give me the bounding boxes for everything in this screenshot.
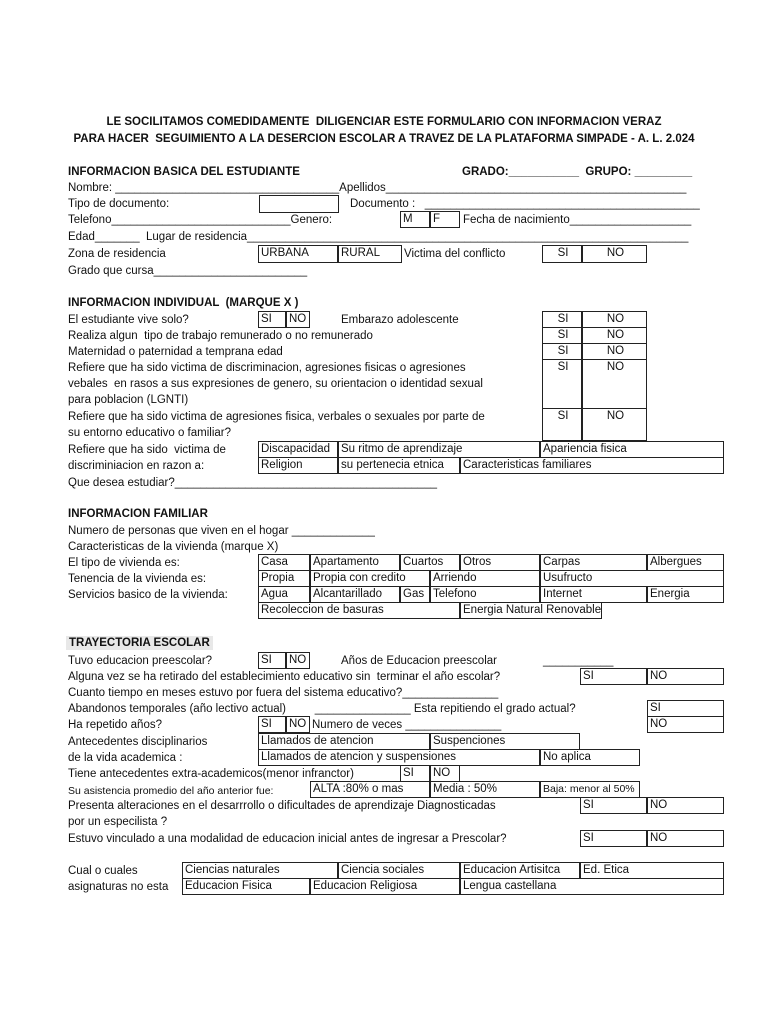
tipo-documento-input[interactable] — [259, 195, 339, 213]
alteraciones-si-option[interactable]: SI — [580, 797, 647, 814]
repetido-label: Ha repetido años? — [68, 719, 162, 731]
asignatura-artistica-option[interactable]: Educacion Artisitca — [460, 862, 580, 879]
edad-residencia-field[interactable]: Edad_______ Lugar de residencia_____________________________________________________________________ — [68, 231, 689, 243]
tenencia-usufructo-option[interactable]: Usufructo — [540, 570, 724, 587]
antecedentes-label-1: Antecedentes disciplinarios — [68, 736, 208, 748]
asistencia-label: Su asistencia promedio del año anterior fue: — [68, 785, 274, 797]
extra-no-option[interactable]: NO — [430, 765, 460, 782]
agresion-no-option[interactable]: NO — [582, 408, 647, 441]
asignatura-fisica-option[interactable]: Educacion Fisica — [182, 878, 310, 895]
vive-solo-si-option[interactable]: SI — [258, 311, 286, 328]
servicio-internet-option[interactable]: Internet — [540, 586, 647, 603]
zona-urbana-option[interactable]: URBANA — [258, 245, 338, 263]
asistencia-alta-option[interactable]: ALTA :80% o mas — [310, 781, 430, 798]
anios-preescolar-input[interactable]: ___________ — [543, 655, 614, 667]
zona-rural-option[interactable]: RURAL — [338, 245, 402, 263]
preescolar-no-option[interactable]: NO — [286, 652, 310, 669]
tenencia-credito-option[interactable]: Propia con credito — [310, 570, 430, 587]
llamados-atencion-option[interactable]: Llamados de atencion — [258, 733, 430, 750]
extra-academicos-label: Tiene antecedentes extra-academicos(menor infranctor) — [68, 768, 354, 780]
caracteristicas-vivienda-label: Caracteristicas de la vivienda (marque X) — [68, 541, 279, 553]
modalidad-no-option[interactable]: NO — [647, 830, 724, 847]
documento-field[interactable]: Documento : ___________________________________________ — [350, 198, 700, 210]
asistencia-baja-option[interactable]: Baja: menor al 50% — [540, 781, 640, 798]
alteraciones-label-2: por un especilista ? — [68, 816, 168, 828]
trabajo-label: Realiza algun tipo de trabajo remunerado o no remunerado — [68, 330, 373, 342]
section-title-familiar: INFORMACION FAMILIAR — [68, 508, 208, 520]
fecha-nacimiento-field[interactable]: Fecha de nacimiento___________________ — [463, 214, 692, 226]
repitiendo-no-option[interactable]: NO — [647, 716, 724, 733]
servicios-label: Servicios basico de la vivienda: — [68, 589, 228, 601]
discriminacion-si-option[interactable]: SI — [542, 359, 582, 409]
genero-f-option[interactable]: F — [430, 211, 460, 228]
servicio-agua-option[interactable]: Agua — [258, 586, 310, 603]
victima-no-option[interactable]: NO — [582, 245, 647, 263]
maternidad-no-option[interactable]: NO — [582, 343, 647, 360]
trabajo-no-option[interactable]: NO — [582, 327, 647, 344]
discriminacion-label-1: Refiere que ha sido victima de discriminacion, agresiones fisicas o agresiones — [68, 362, 466, 374]
vivienda-otros-option[interactable]: Otros — [460, 554, 540, 571]
servicio-alcantarillado-option[interactable]: Alcantarillado — [310, 586, 400, 603]
zona-residencia-label: Zona de residencia — [68, 248, 166, 260]
vivienda-cuartos-option[interactable]: Cuartos — [400, 554, 460, 571]
servicio-gas-option[interactable]: Gas — [400, 586, 430, 603]
repetido-no-option[interactable]: NO — [286, 716, 310, 733]
retirado-label: Alguna vez se ha retirado del establecimiento educativo sin terminar el año escolar? — [68, 671, 501, 683]
servicio-renovable-option[interactable]: Energia Natural Renovable — [460, 602, 602, 619]
vivienda-albergues-option[interactable]: Albergues — [647, 554, 724, 571]
section-title-individual: INFORMACION INDIVIDUAL (MARQUE X ) — [68, 297, 299, 309]
asignatura-sociales-option[interactable]: Ciencia sociales — [338, 862, 460, 879]
razon-ritmo-option[interactable]: Su ritmo de aprendizaje — [338, 441, 540, 458]
suspenciones-option[interactable]: Suspenciones — [430, 733, 580, 750]
retirado-no-option[interactable]: NO — [647, 668, 724, 685]
asignaturas-label-2: asignaturas no esta — [68, 881, 169, 893]
genero-m-option[interactable]: M — [400, 211, 430, 228]
vivienda-carpas-option[interactable]: Carpas — [540, 554, 647, 571]
victima-si-option[interactable]: SI — [542, 245, 582, 263]
razon-religion-option[interactable]: Religion — [258, 457, 338, 474]
maternidad-si-option[interactable]: SI — [542, 343, 582, 360]
vivienda-casa-option[interactable]: Casa — [258, 554, 310, 571]
llamados-suspensiones-option[interactable]: Llamados de atencion y suspensiones — [258, 749, 540, 766]
servicio-energia-option[interactable]: Energia — [647, 586, 724, 603]
retirado-si-option[interactable]: SI — [580, 668, 647, 685]
asignatura-naturales-option[interactable]: Ciencias naturales — [182, 862, 338, 879]
que-desea-estudiar-field[interactable]: Que desea estudiar?_________________________________________ — [68, 477, 437, 489]
repitiendo-si-option[interactable]: SI — [647, 700, 724, 717]
discriminacion-no-option[interactable]: NO — [582, 359, 647, 409]
razon-discapacidad-option[interactable]: Discapacidad — [258, 441, 338, 458]
grado-grupo-field[interactable]: GRADO:___________ GRUPO: _________ — [462, 166, 693, 178]
asignatura-castellana-option[interactable]: Lengua castellana — [460, 878, 724, 895]
no-aplica-option[interactable]: No aplica — [540, 749, 640, 766]
embarazo-label: Embarazo adolescente — [341, 314, 459, 326]
section-title-trayectoria: TRAYECTORIA ESCOLAR — [66, 636, 213, 650]
servicio-telefono-option[interactable]: Telefono — [430, 586, 540, 603]
header-line-1: LE SOCILITAMOS COMEDIDAMENTE DILIGENCIAR ESTE FORMULARIO CON INFORMACION VERAZ — [106, 116, 662, 128]
tenencia-propia-option[interactable]: Propia — [258, 570, 310, 587]
repetido-si-option[interactable]: SI — [258, 716, 286, 733]
vive-solo-label: El estudiante vive solo? — [68, 314, 189, 326]
asignatura-religiosa-option[interactable]: Educacion Religiosa — [310, 878, 460, 895]
preescolar-label: Tuvo educacion preescolar? — [68, 655, 213, 667]
trabajo-si-option[interactable]: SI — [542, 327, 582, 344]
section-title-basica: INFORMACION BASICA DEL ESTUDIANTE — [68, 166, 300, 178]
razon-etnica-option[interactable]: su pertenecia etnica — [338, 457, 460, 474]
anios-preescolar-label: Años de Educacion preescolar — [341, 655, 497, 667]
grado-cursa-field[interactable]: Grado que cursa________________________ — [68, 265, 308, 277]
numero-veces-field[interactable]: Numero de veces _______________ — [312, 719, 502, 731]
embarazo-no-option[interactable]: NO — [582, 311, 647, 328]
modalidad-si-option[interactable]: SI — [580, 830, 647, 847]
extra-si-option[interactable]: SI — [400, 765, 430, 782]
discriminacion-label-3: para poblacion (LGNTI) — [68, 394, 189, 406]
alteraciones-label-1: Presenta alteraciones en el desarrrollo o dificultades de aprendizaje Diagnosticadas — [68, 800, 496, 812]
telefono-field[interactable]: Telefono____________________________Genero: — [68, 214, 333, 226]
modalidad-label: Estuvo vinculado a una modalidad de educacion inicial antes de ingresar a Prescolar? — [68, 833, 507, 845]
numero-personas-field[interactable]: Numero de personas que viven en el hogar _____________ — [68, 525, 375, 537]
razon-label-1: Refiere que ha sido victima de — [68, 444, 226, 456]
header-line-2: PARA HACER SEGUIMIENTO A LA DESERCION ESCOLAR A TRAVEZ DE LA PLATAFORMA SIMPADE - A. L. 2.024 — [73, 133, 695, 145]
discriminacion-label-2: vebales en rasos a sus expresiones de genero, su orientacion o identidad sexual — [68, 378, 483, 390]
razon-label-2: discriminiacion en razon a: — [68, 460, 205, 472]
nombre-apellidos-field[interactable]: Nombre: ___________________________________Apellidos_______________________________________________ — [68, 182, 687, 194]
antecedentes-label-2: de la vida academica : — [68, 752, 183, 764]
servicio-basuras-option[interactable]: Recoleccion de basuras — [258, 602, 460, 619]
vive-solo-no-option[interactable]: NO — [286, 311, 310, 328]
razon-familiares-option[interactable]: Caracteristicas familiares — [460, 457, 724, 474]
razon-apariencia-option[interactable]: Apariencia fisica — [540, 441, 724, 458]
tipo-documento-label: Tipo de documento: — [68, 198, 170, 210]
vivienda-apartamento-option[interactable]: Apartamento — [310, 554, 400, 571]
asistencia-media-option[interactable]: Media : 50% — [430, 781, 540, 798]
abandonos-field[interactable]: Abandonos temporales (año lectivo actual) _______________ Esta repitiendo el grado actual? — [68, 703, 576, 715]
agresion-label-1: Refiere que ha sido victima de agresiones fisica, verbales o sexuales por parte de — [68, 411, 485, 423]
agresion-si-option[interactable]: SI — [542, 408, 582, 441]
tiempo-fuera-field[interactable]: Cuanto tiempo en meses estuvo por fuera del sistema educativo?_______________ — [68, 687, 499, 699]
agresion-label-2: su entorno educativo o familiar? — [68, 427, 232, 439]
embarazo-si-option[interactable]: SI — [542, 311, 582, 328]
victima-conflicto-label: Victima del conflicto — [404, 248, 506, 260]
preescolar-si-option[interactable]: SI — [258, 652, 286, 669]
maternidad-label: Maternidad o paternidad a temprana edad — [68, 346, 283, 358]
asignatura-etica-option[interactable]: Ed. Etica — [580, 862, 724, 879]
tipo-vivienda-label: El tipo de vivienda es: — [68, 557, 180, 569]
tenencia-arriendo-option[interactable]: Arriendo — [430, 570, 540, 587]
asignaturas-label-1: Cual o cuales — [68, 865, 138, 877]
tenencia-label: Tenencia de la vivienda es: — [68, 573, 207, 585]
alteraciones-no-option[interactable]: NO — [647, 797, 724, 814]
